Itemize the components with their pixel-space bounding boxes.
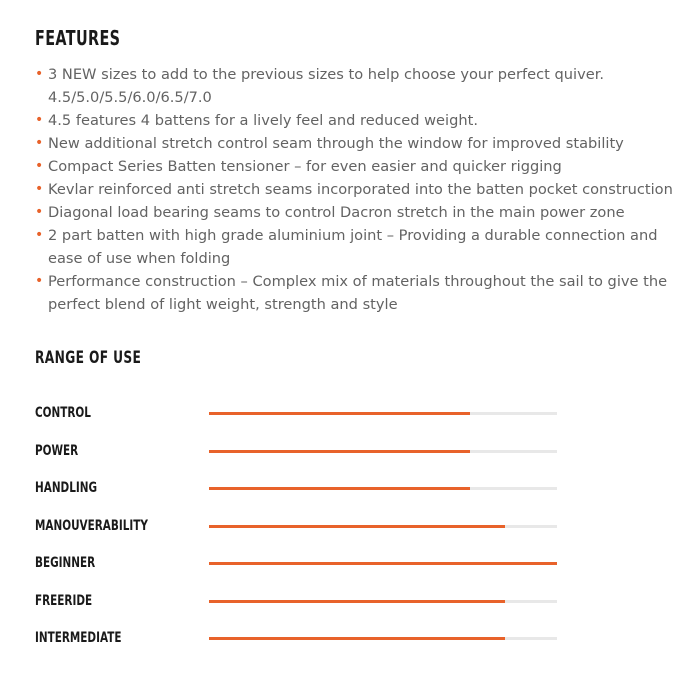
feature-item <box>35 109 685 132</box>
range-row-control <box>35 396 595 434</box>
feature-text-continued: ease of use when folding <box>48 250 231 267</box>
feature-text-continued: 4.5/5.0/5.5/6.0/6.5/7.0 <box>48 89 212 106</box>
range-row-manouverability <box>35 509 595 547</box>
range-track <box>209 637 557 640</box>
feature-item <box>35 155 685 178</box>
feature-item <box>35 224 685 270</box>
range-row-power <box>35 434 595 472</box>
feature-text: • 4.5 features 4 battens for a lively feel and reduced weight. <box>48 112 478 129</box>
range-label: MANOUVERABILITY <box>35 517 148 534</box>
range-track <box>209 525 557 528</box>
range-row-freeride <box>35 584 595 622</box>
range-track <box>209 562 557 565</box>
range-row-intermediate <box>35 621 595 659</box>
range-row-handling <box>35 471 595 509</box>
feature-text: • Performance construction – Complex mix of materials throughout the sail to give the <box>48 273 668 290</box>
range-track <box>209 487 557 490</box>
range-track <box>209 600 557 603</box>
feature-text: • 2 part batten with high grade aluminium joint – Providing a durable connection and <box>48 227 658 244</box>
range-fill-bar <box>209 450 470 453</box>
range-label: INTERMEDIATE <box>35 630 122 646</box>
feature-item <box>35 63 685 109</box>
feature-text: • Kevlar reinforced anti stretch seams incorporated into the batten pocket construction <box>48 181 673 198</box>
range-label: FREERIDE <box>35 592 93 609</box>
range-fill-bar <box>209 637 505 640</box>
feature-text: • 3 NEW sizes to add to the previous sizes to help choose your perfect quiver. <box>48 66 605 83</box>
range-track <box>209 412 557 415</box>
range-fill-bar <box>209 562 557 565</box>
feature-item <box>35 132 685 155</box>
range-label: CONTROL <box>35 405 91 421</box>
feature-item <box>35 270 685 316</box>
feature-text: • New additional stretch control seam through the window for improved stability <box>48 135 624 152</box>
features-heading: FEATURES <box>35 26 121 50</box>
range-row-beginner <box>35 546 595 584</box>
features-list <box>35 63 685 316</box>
range-track <box>209 450 557 453</box>
range-fill-bar <box>209 600 505 603</box>
range-fill-bar <box>209 525 505 528</box>
range-label: POWER <box>35 442 79 459</box>
range-fill-bar <box>209 412 470 415</box>
feature-text: • Diagonal load bearing seams to control Dacron stretch in the main power zone <box>48 204 625 221</box>
feature-item <box>35 178 685 201</box>
range-label: HANDLING <box>35 480 98 496</box>
feature-text: • Compact Series Batten tensioner – for even easier and quicker rigging <box>48 158 562 175</box>
feature-text-continued: perfect blend of light weight, strength and style <box>48 296 398 313</box>
range-fill-bar <box>209 487 470 490</box>
range-of-use-list <box>35 396 595 659</box>
range-of-use-heading: RANGE OF USE <box>35 348 142 368</box>
feature-item <box>35 201 685 224</box>
range-label: BEGINNER <box>35 555 96 571</box>
